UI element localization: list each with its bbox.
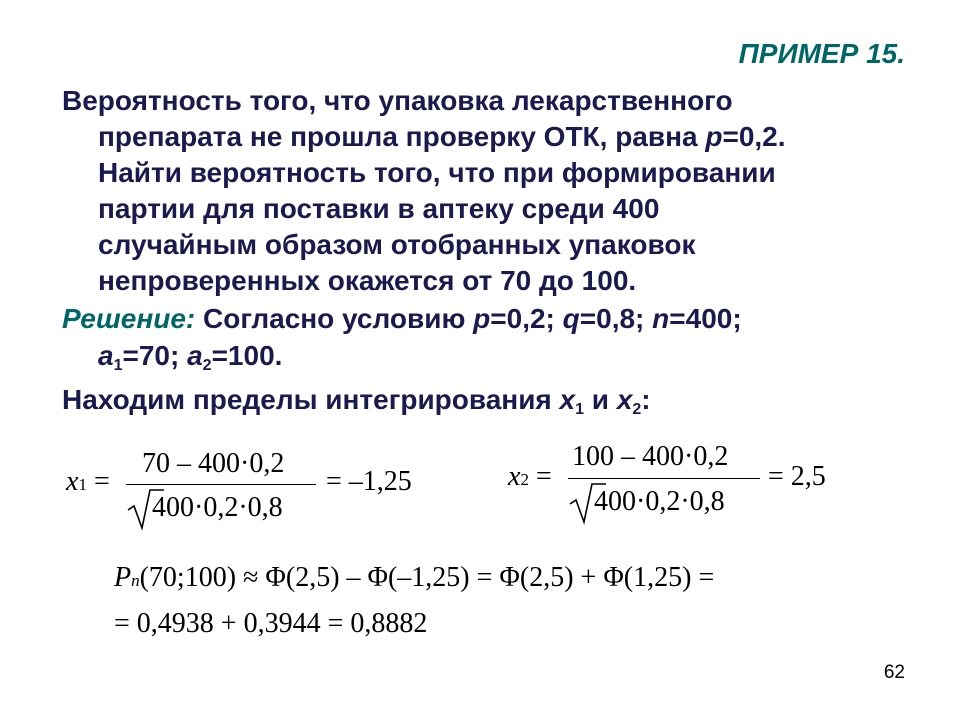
probability-formula-line-2: = 0,4938 + 0,3944 = 0,8882 — [114, 608, 428, 639]
problem-line-6: непроверенных окажется от 70 до 100. — [98, 265, 637, 296]
x1-denominator: 400·0,2·0,8 — [152, 492, 283, 523]
problem-line-1: Вероятность того, что упаковка лекарственного — [62, 85, 733, 116]
x2-label: x2 = — [508, 461, 552, 492]
problem-line-3: Найти вероятность того, что при формировании — [98, 157, 776, 188]
limits-line: Находим пределы интегрирования $x_1$ и $x_2$: — [62, 384, 651, 418]
problem-line-2: препарата не прошла проверку ОТК, равна p=0,2. — [98, 121, 786, 152]
slide-title: ПРИМЕР 15. — [738, 38, 905, 69]
x2-denominator: 400·0,2·0,8 — [594, 486, 725, 517]
problem-line-4: партии для поставки в аптеку среди 400 — [98, 193, 660, 224]
x2-result: = 2,5 — [768, 461, 826, 492]
x1-numerator: 70 – 400·0,2 — [142, 448, 285, 479]
x1-label: x1 = — [66, 466, 110, 497]
probability-formula-line-1: Pn(70;100) ≈ Φ(2,5) – Φ(–1,25) = Φ(2,5) + Φ(1,25) = — [114, 562, 715, 593]
x2-fraction-bar — [568, 478, 760, 479]
x2-numerator: 100 – 400·0,2 — [572, 441, 729, 472]
page-number: 62 — [883, 662, 905, 683]
problem-line-5: случайным образом отобранных упаковок — [98, 229, 696, 260]
x1-result: = –1,25 — [326, 466, 412, 497]
solution-line-1: Решение: Согласно условию p=0,2; q=0,8; n=400; — [62, 303, 742, 334]
solution-line-2: $a_1=70$; $a_2=100$. — [98, 340, 283, 374]
solution-label: Решение: — [62, 303, 196, 334]
